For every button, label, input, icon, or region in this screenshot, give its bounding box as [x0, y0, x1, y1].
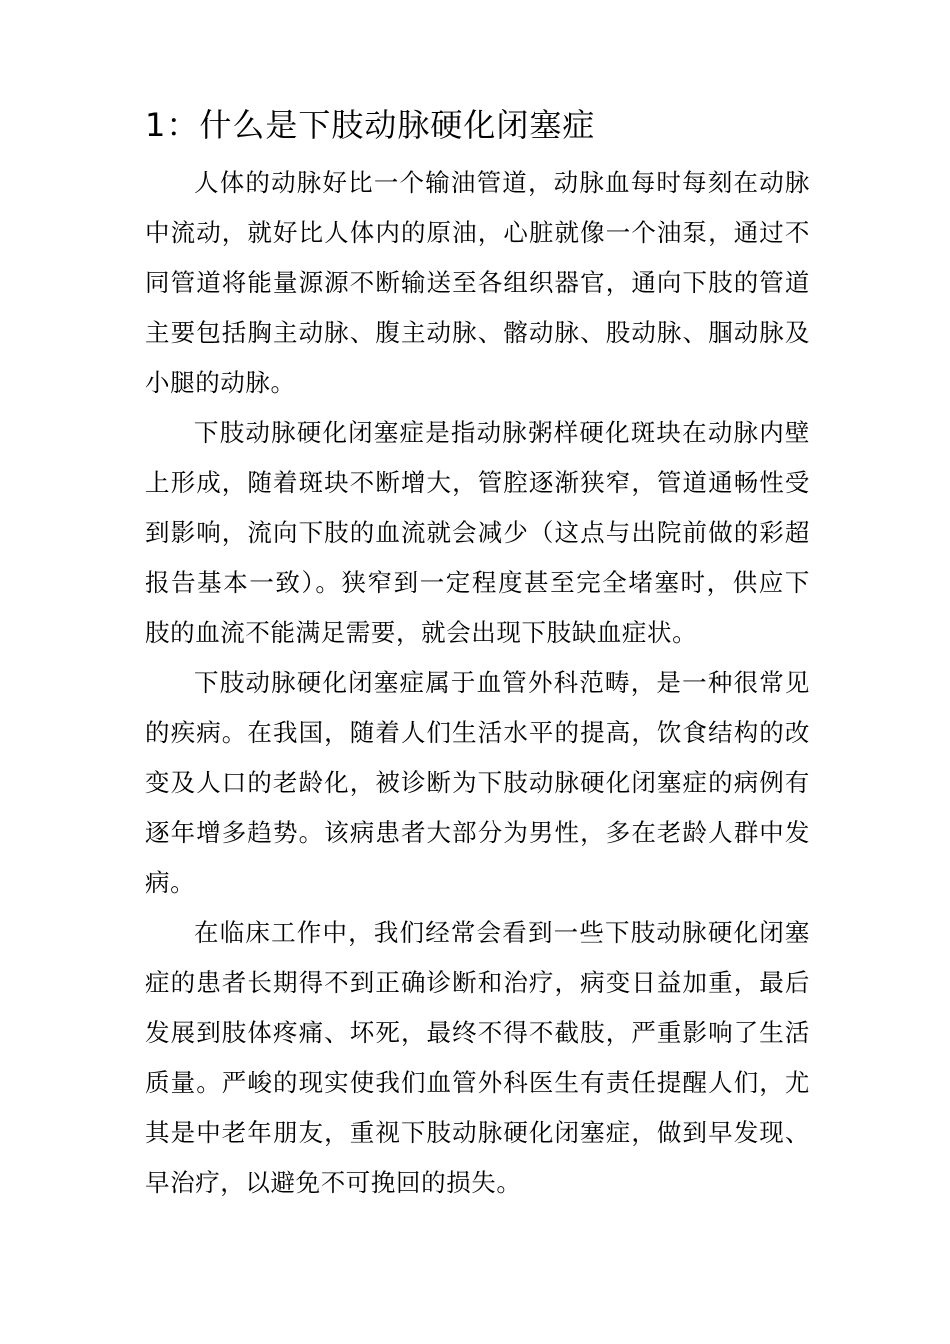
paragraph-prevalence: 下肢动脉硬化闭塞症属于血管外科范畴，是一种很常见的疾病。在我国，随着人们生活水平的提高，饮食结构的改变及人口的老龄化，被诊断为下肢动脉硬化闭塞症的病例有逐年增多趋势。该病患者大部分为男性，多在老龄人群中发病。	[145, 668, 810, 897]
paragraph-artery-analogy: 人体的动脉好比一个输油管道，动脉血每时每刻在动脉中流动，就好比人体内的原油，心脏就像一个油泵，通过不同管道将能量源源不断输送至各组织器官，通向下肢的管道主要包括胸主动脉、腹主动脉、髂动脉、股动脉、腘动脉及小腿的动脉。	[145, 168, 810, 397]
body-text	[145, 158, 810, 1208]
paragraph-definition: 下肢动脉硬化闭塞症是指动脉粥样硬化斑块在动脉内壁上形成，随着斑块不断增大，管腔逐渐狭窄，管道通畅性受到影响，流向下肢的血流就会减少（这点与出院前做的彩超报告基本一致）。狭窄到一定程度甚至完全堵塞时，供应下肢的血流不能满足需要，就会出现下肢缺血症状。	[145, 418, 810, 647]
section-title: 1：什么是下肢动脉硬化闭塞症	[145, 106, 596, 144]
paragraph-clinical-advice: 在临床工作中，我们经常会看到一些下肢动脉硬化闭塞症的患者长期得不到正确诊断和治疗，病变日益加重，最后发展到肢体疼痛、坏死，最终不得不截肢，严重影响了生活质量。严峻的现实使我们血管外科医生有责任提醒人们，尤其是中老年朋友，重视下肢动脉硬化闭塞症，做到早发现、早治疗，以避免不可挽回的损失。	[145, 918, 810, 1197]
